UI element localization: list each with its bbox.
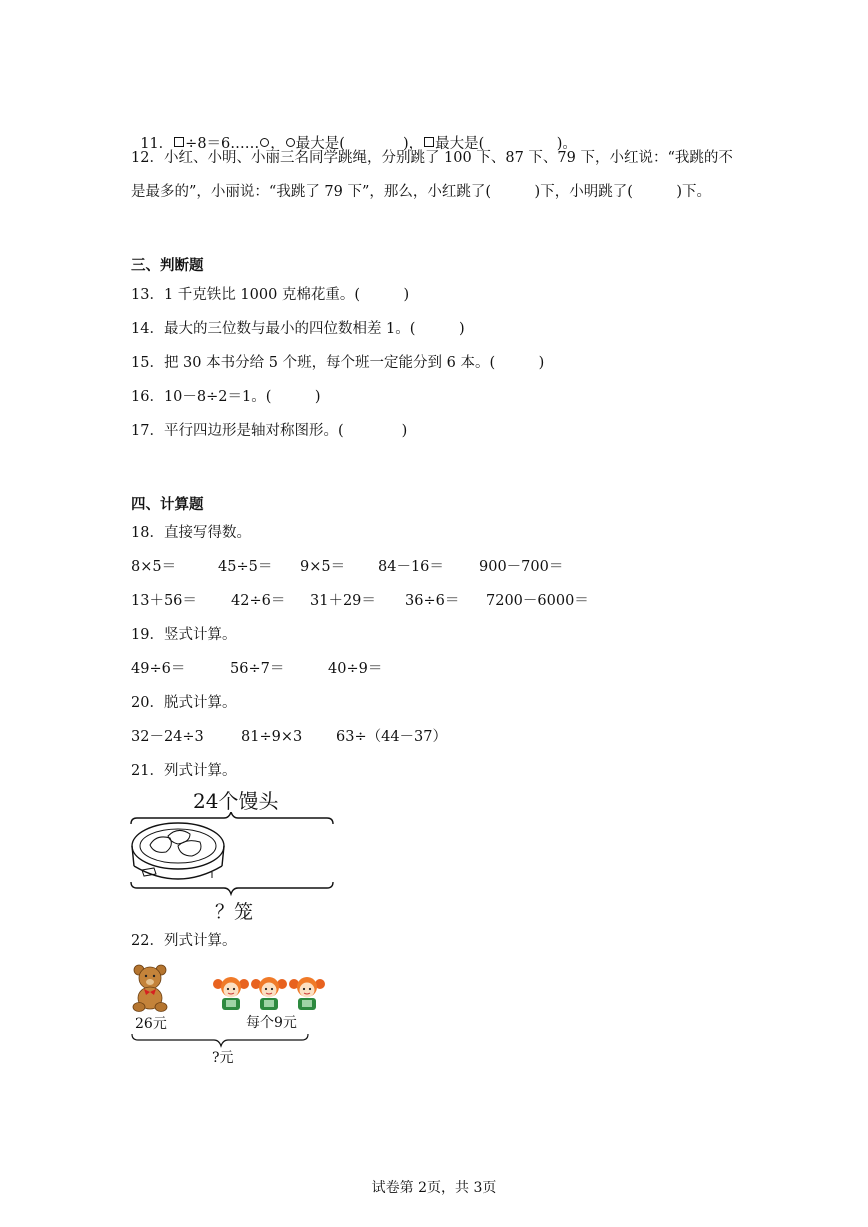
- total-price-label: ?元: [212, 1050, 234, 1066]
- circle-icon: [286, 138, 295, 147]
- vertical-calc-item: 49÷6＝: [131, 661, 186, 677]
- circle-icon: [260, 138, 269, 147]
- steamer-count-label: ？笼: [215, 901, 254, 923]
- question-text: ÷8＝6……: [185, 136, 260, 152]
- vertical-calc-item: 40÷9＝: [328, 661, 383, 677]
- judge-question-16: 16．10－8÷2＝1。( ): [131, 389, 321, 405]
- steamed-buns-label: 24个馒头: [193, 789, 279, 813]
- bear-price-label: 26元: [135, 1016, 167, 1032]
- question-21-title: 21．列式计算。: [131, 763, 237, 779]
- judge-question-15: 15．把 30 本书分给 5 个班，每个班一定能分到 6 本。( ): [131, 355, 545, 371]
- doll-price-label: 每个9元: [246, 1015, 297, 1031]
- question-18-title: 18．直接写得数。: [131, 525, 251, 541]
- question-19-title: 19．竖式计算。: [131, 627, 237, 643]
- judge-question-13: 13．1 千克铁比 1000 克棉花重。( ): [131, 287, 410, 303]
- page-footer: 试卷第 2页，共 3页: [371, 1180, 497, 1196]
- step-calc-item: 81÷9×3: [241, 729, 303, 745]
- judge-question-17: 17．平行四边形是轴对称图形。( ): [131, 423, 408, 439]
- oral-calc-item: 8×5＝: [131, 559, 177, 575]
- step-calc-item: 63÷（44－37）: [336, 729, 448, 745]
- question-text: 最大是( )。: [435, 136, 577, 152]
- question-12-line-2: 是最多的”，小丽说：“我跳了 79 下”，那么，小红跳了( )下，小明跳了( )下。: [131, 184, 712, 200]
- oral-calc-item: 36÷6＝: [405, 593, 460, 609]
- oral-calc-item: 42÷6＝: [231, 593, 286, 609]
- square-icon: [174, 137, 184, 147]
- question-number: 11．: [140, 136, 174, 152]
- oral-calc-item: 31＋29＝: [310, 593, 376, 609]
- question-20-title: 20．脱式计算。: [131, 695, 237, 711]
- oral-calc-item: 9×5＝: [300, 559, 346, 575]
- total-brace: [130, 1032, 310, 1048]
- oral-calc-item: 45÷5＝: [218, 559, 273, 575]
- vertical-calc-item: 56÷7＝: [230, 661, 285, 677]
- oral-calc-item: 7200－6000＝: [486, 593, 589, 609]
- oral-calc-item: 900－700＝: [479, 559, 564, 575]
- section-heading-calc: 四、计算题: [131, 496, 204, 513]
- doll-icons: [212, 976, 330, 1012]
- oral-calc-item: 84－16＝: [378, 559, 444, 575]
- section-heading-judge: 三、判断题: [131, 257, 204, 274]
- oral-calc-item: 13＋56＝: [131, 593, 197, 609]
- question-text: ，: [270, 136, 285, 152]
- square-icon: [424, 137, 434, 147]
- teddy-bear-icon: [130, 964, 170, 1012]
- judge-question-14: 14．最大的三位数与最小的四位数相差 1。( ): [131, 321, 465, 337]
- question-12-line-1: 12．小红、小明、小丽三名同学跳绳，分别跳了 100 下、87 下、79 下，小红说：“我跳的不: [131, 150, 733, 166]
- steamer-illustration: [128, 812, 338, 904]
- question-22-title: 22．列式计算。: [131, 933, 237, 949]
- question-text: 最大是( )，: [295, 136, 424, 152]
- step-calc-item: 32－24÷3: [131, 729, 204, 745]
